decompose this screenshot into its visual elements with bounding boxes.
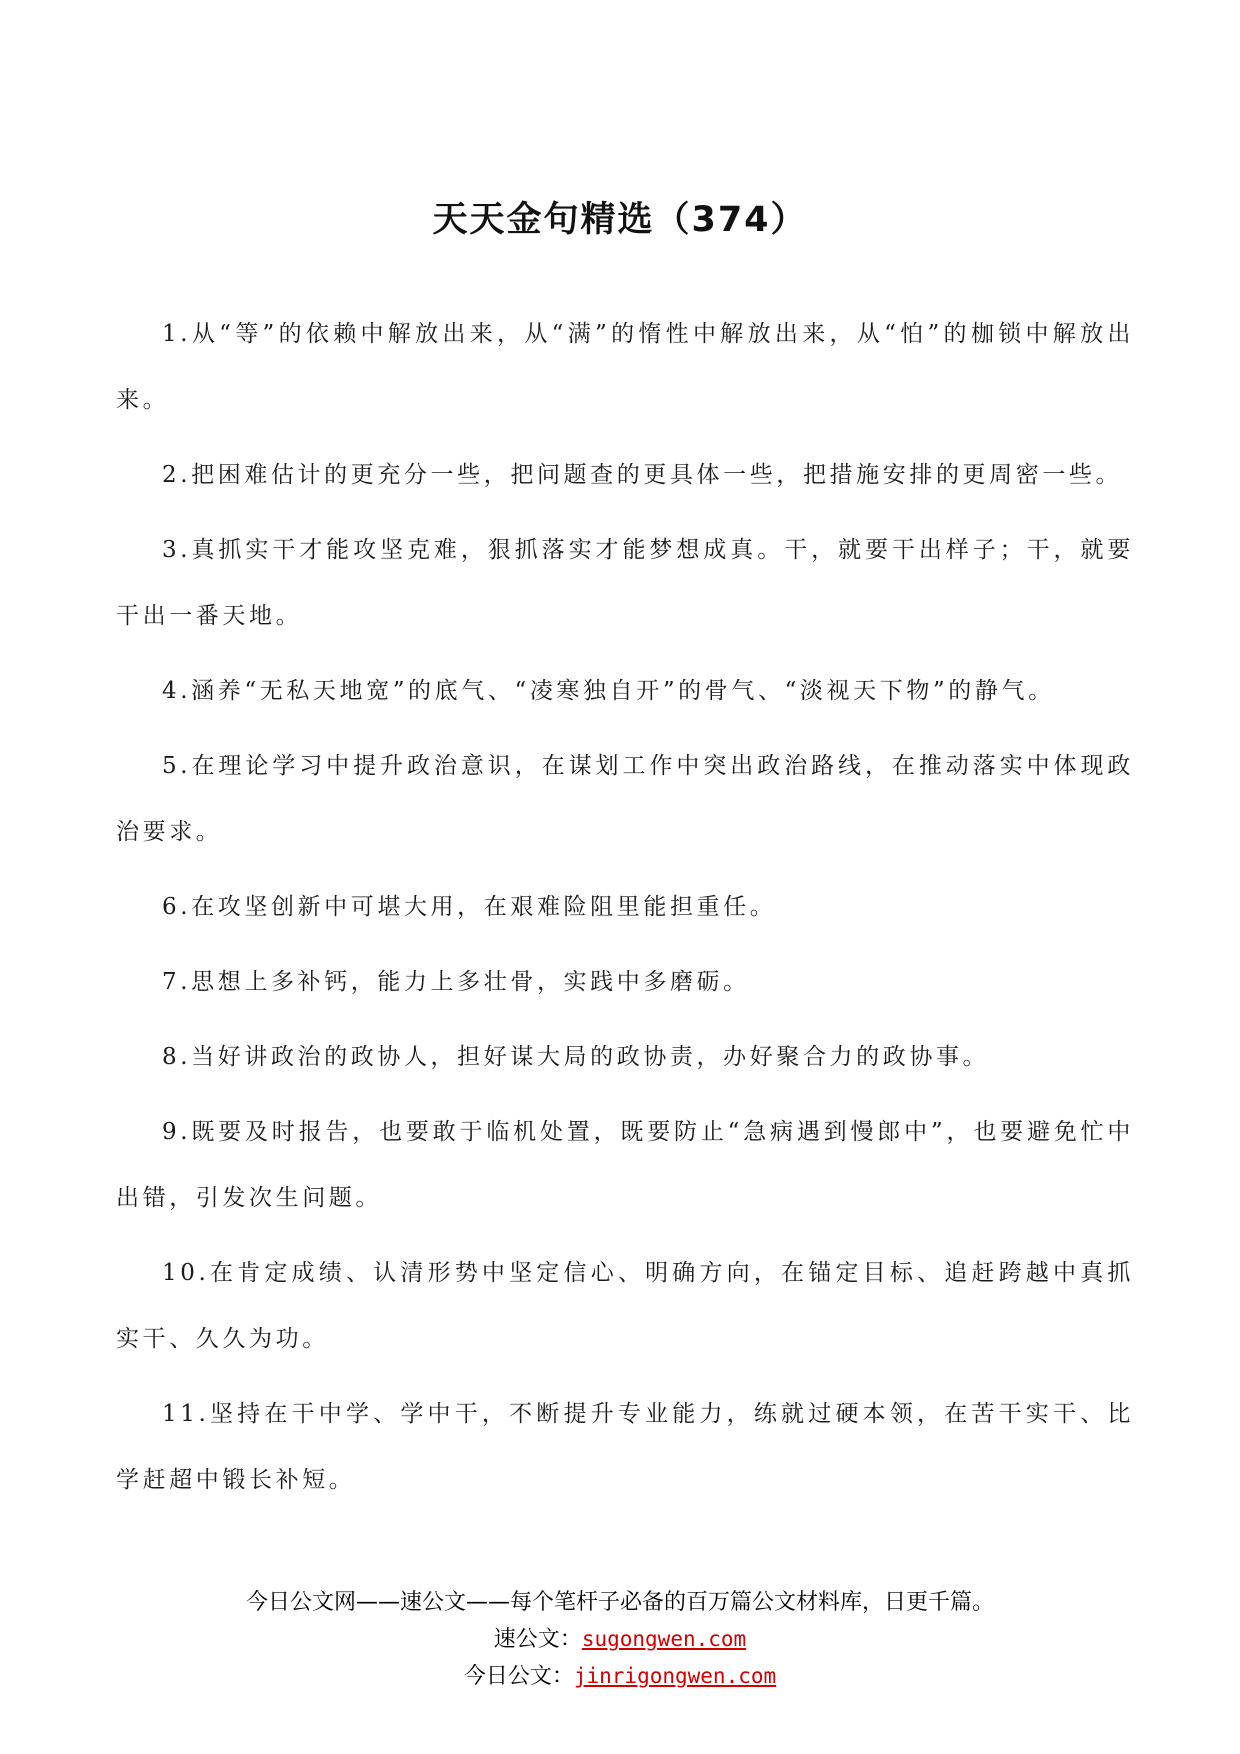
footer-link-row-1 xyxy=(0,1621,1240,1658)
paragraph-5: 5.在理论学习中提升政治意识，在谋划工作中突出政治路线，在推动落实中体现政治要求。 xyxy=(116,753,1134,845)
paragraph-1: 1.从“等”的依赖中解放出来，从“满”的惰性中解放出来，从“怕”的枷锁中解放出来。 xyxy=(116,321,1134,413)
footer-link1-label: 速公文： xyxy=(493,1627,582,1652)
footer-link-row-2 xyxy=(0,1658,1240,1695)
paragraph-9: 9.既要及时报告，也要敢于临机处置，既要防止“急病遇到慢郎中”，也要避免忙中出错，引发次生问题。 xyxy=(116,1119,1134,1211)
paragraph-4: 4.涵养“无私天地宽”的底气、“凌寒独自开”的骨气、“淡视天下物”的静气。 xyxy=(162,678,1055,704)
footer-slogan: 今日公文网——速公文——每个笔杆子必备的百万篇公文材料库，日更千篇。 xyxy=(245,1590,994,1615)
paragraph-2: 2.把困难估计的更充分一些，把问题查的更具体一些，把措施安排的更周密一些。 xyxy=(162,462,1123,488)
paragraph-10: 10.在肯定成绩、认清形势中坚定信心、明确方向，在锚定目标、追赶跨越中真抓实干、久久为功。 xyxy=(116,1260,1134,1352)
paragraph-7: 7.思想上多补钙，能力上多壮骨，实践中多磨砺。 xyxy=(162,969,750,995)
jinrigongwen-link[interactable]: jinrigongwen.com xyxy=(573,1664,777,1688)
paragraph-3: 3.真抓实干才能攻坚克难，狠抓落实才能梦想成真。干，就要干出样子；干，就要干出一番天地。 xyxy=(116,537,1134,629)
paragraph-8: 8.当好讲政治的政协人，担好谋大局的政协责，办好聚合力的政协事。 xyxy=(162,1044,990,1070)
document-title: 天天金句精选（374） xyxy=(432,200,808,240)
footer xyxy=(0,1585,1240,1695)
document-body xyxy=(116,301,1134,1513)
paragraph-11: 11.坚持在干中学、学中干，不断提升专业能力，练就过硬本领，在苦干实干、比学赶超中锻长补短。 xyxy=(116,1401,1134,1493)
sugongwen-link[interactable]: sugongwen.com xyxy=(581,1627,747,1651)
paragraph-6: 6.在攻坚创新中可堪大用，在艰难险阻里能担重任。 xyxy=(162,894,777,920)
footer-link2-label: 今日公文： xyxy=(463,1664,574,1689)
